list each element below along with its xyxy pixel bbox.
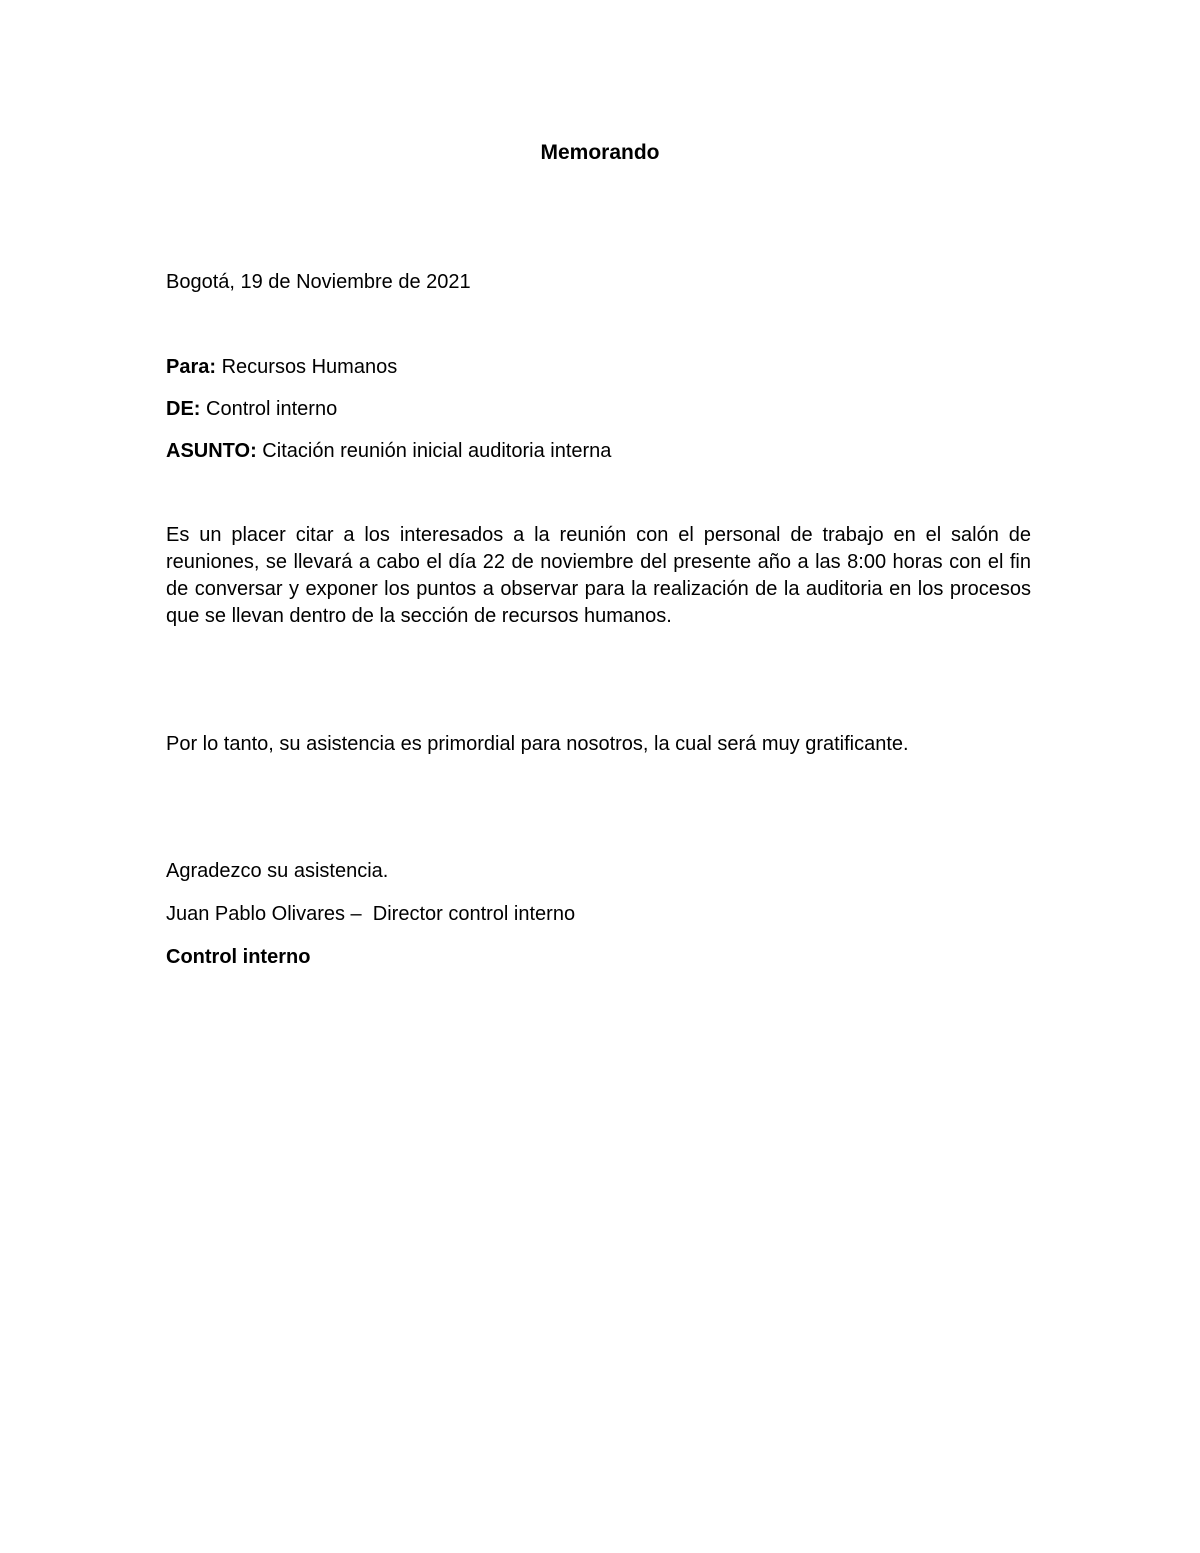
subject-line [166, 438, 611, 464]
memo-title: Memorando [540, 141, 660, 164]
thanks-line: Agradezco su asistencia. [166, 860, 389, 882]
subject-value: Citación reunión inicial auditoria interna [256, 440, 612, 462]
signature-line: Juan Pablo Olivares – Director control interno [166, 903, 576, 925]
body-paragraph: Es un placer citar a los interesados a la reunión con el personal de trabajo en el salón de reuniones, se llevará a cabo el día 22 de noviembre del presente año a las 8:00 horas con el fin de conversar y exponer los puntos a observar para la realización de la auditoria en los procesos que se llevan dentro de la sección de recursos humanos. [166, 524, 1031, 627]
sender-value: Control interno [200, 398, 338, 420]
recipient-value: Recursos Humanos [216, 356, 398, 378]
department-line: Control interno [166, 946, 311, 968]
recipient-line [166, 354, 397, 380]
sender-line [166, 396, 337, 422]
date-line: Bogotá, 19 de Noviembre de 2021 [166, 271, 471, 293]
sender-label: DE: [166, 398, 201, 420]
closing-paragraph: Por lo tanto, su asistencia es primordial para nosotros, la cual será muy gratificante. [166, 733, 909, 755]
subject-label: ASUNTO: [166, 440, 257, 462]
recipient-label: Para: [166, 356, 217, 378]
